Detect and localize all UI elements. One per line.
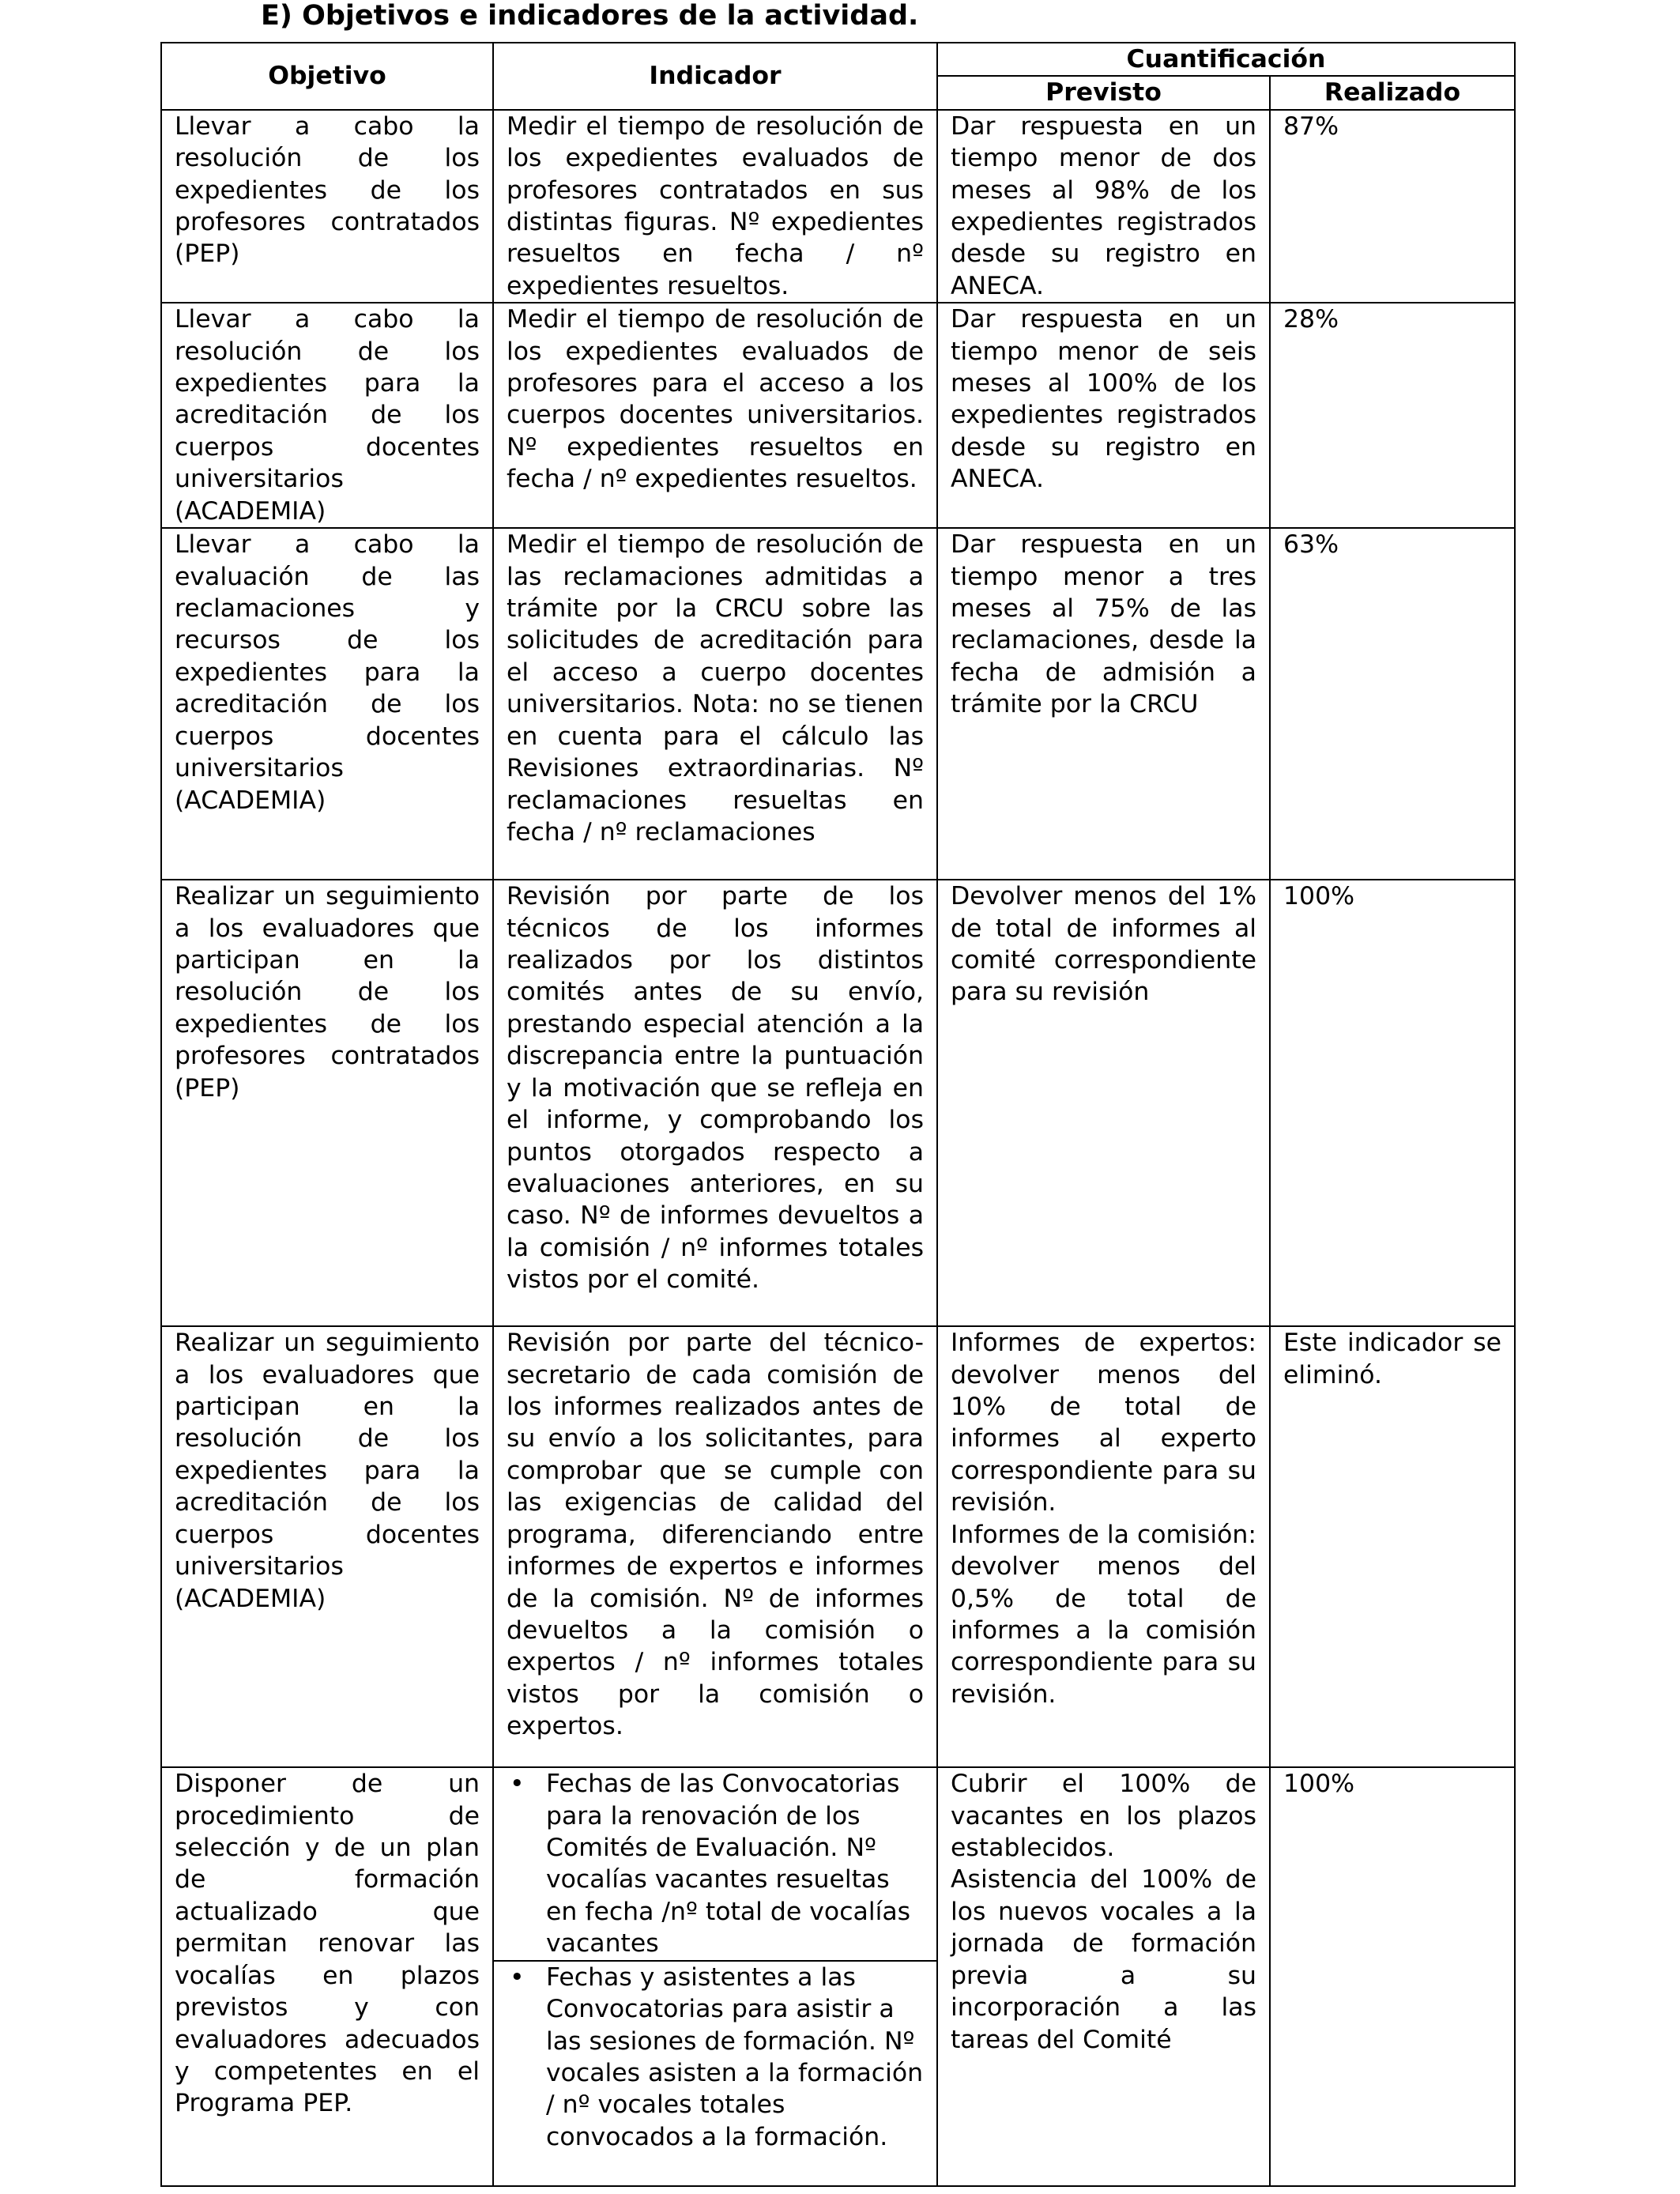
previsto-comision: Informes de la comisión: devolver menos del 0,5% de total de informes a la comisión correspondiente para su revisión. [951, 1520, 1256, 1709]
header-row-1 [161, 43, 1515, 76]
header-indicador: Indicador [493, 43, 937, 110]
cell-indicador: Medir el tiempo de resolución de los expedientes evaluados de profesores para el acceso a los cuerpos docentes universitarios. Nº expedientes resueltos en fecha / nº expedientes resueltos. [493, 303, 937, 528]
previsto-vacantes: Cubrir el 100% de vacantes en los plazos establecidos. [951, 1770, 1256, 1863]
header-cuantificacion: Cuantificación [937, 43, 1515, 76]
cell-previsto: Dar respuesta en un tiempo menor a tres meses al 75% de las reclamaciones, desde la fecha de admisión a trámite por la CRCU [937, 528, 1270, 880]
section-title: E) Objetivos e indicadores de la actividad. [261, 0, 919, 32]
objectives-table [160, 42, 1516, 2187]
cell-previsto [937, 1326, 1270, 1767]
cell-objetivo: Llevar a cabo la resolución de los expedientes para la acreditación de los cuerpos docentes universitarios (ACADEMIA) [161, 303, 493, 528]
cell-realizado: 100% [1270, 1767, 1515, 2186]
table-row [161, 528, 1515, 880]
cell-realizado: 100% [1270, 880, 1515, 1326]
bullet-item: • Fechas de las Convocatorias para la renovación de los Comités de Evaluación. Nº vocalías vacantes resueltas en fecha /nº total de vocalías vacantes [546, 1768, 924, 1959]
cell-realizado: 28% [1270, 303, 1515, 528]
table-row [161, 1767, 1515, 2186]
table-row [161, 880, 1515, 1326]
cell-realizado: 63% [1270, 528, 1515, 880]
previsto-expertos: Informes de expertos: devolver menos del 10% de total de informes al experto correspondiente para su revisión. [951, 1329, 1256, 1517]
table-row [161, 1326, 1515, 1767]
cell-indicador: Revisión por parte de los técnicos de los informes realizados por los distintos comités antes de su envío, prestando especial atención a la discrepancia entre la puntuación y la motivación que se refleja en el informe, y comprobando los puntos otorgados respecto a evaluaciones anteriores, en su caso. Nº de informes devueltos a la comisión / nº informes totales vistos por el comité. [493, 880, 937, 1326]
header-realizado: Realizado [1270, 76, 1515, 109]
cell-previsto: Devolver menos del 1% de total de informes al comité correspondiente para su revisión [937, 880, 1270, 1326]
cell-previsto: Dar respuesta en un tiempo menor de dos meses al 98% de los expedientes registrados desde su registro en ANECA. [937, 110, 1270, 303]
cell-indicador: Medir el tiempo de resolución de los expedientes evaluados de profesores contratados en sus distintas figuras. Nº expedientes resueltos en fecha / nº expedientes resueltos. [493, 110, 937, 303]
cell-indicador [493, 1767, 937, 2186]
cell-indicador: Medir el tiempo de resolución de las reclamaciones admitidas a trámite por la CRCU sobre las solicitudes de acreditación para el acceso a cuerpo docentes universitarios. Nota: no se tienen en cuenta para el cálculo las Revisiones extraordinarias. Nº reclamaciones resueltas en fecha / nº reclamaciones [493, 528, 937, 880]
cell-objetivo: Realizar un seguimiento a los evaluadores que participan en la resolución de los expedientes para la acreditación de los cuerpos docentes universitarios (ACADEMIA) [161, 1326, 493, 1767]
cell-realizado: 87% [1270, 110, 1515, 303]
cell-objetivo: Llevar a cabo la evaluación de las reclamaciones y recursos de los expedientes para la acreditación de los cuerpos docentes universitarios (ACADEMIA) [161, 528, 493, 880]
cell-realizado: Este indicador se eliminó. [1270, 1326, 1515, 1767]
table-row [161, 303, 1515, 528]
cell-objetivo: Realizar un seguimiento a los evaluadores que participan en la resolución de los expedientes de los profesores contratados (PEP) [161, 880, 493, 1326]
cell-indicador: Revisión por parte del técnico-secretario de cada comisión de los informes realizados antes de su envío a los solicitantes, para comprobar que se cumple con las exigencias de calidad del programa, diferenciando entre informes de expertos e informes de la comisión. Nº de informes devueltos a la comisión o expertos / nº informes totales vistos por la comisión o expertos. [493, 1326, 937, 1767]
header-objetivo: Objetivo [161, 43, 493, 110]
cell-objetivo: Llevar a cabo la resolución de los expedientes de los profesores contratados (PEP) [161, 110, 493, 303]
cell-objetivo: Disponer de un procedimiento de selección y de un plan de formación actualizado que permitan renovar las vocalías en plazos previstos y con evaluadores adecuados y competentes en el Programa PEP. [161, 1767, 493, 2186]
bullet-item: • Fechas y asistentes a las Convocatorias para asistir a las sesiones de formación. Nº vocales asisten a la formación / nº vocales totales convocados a la formación. [546, 1962, 924, 2153]
table-row [161, 110, 1515, 303]
cell-previsto: Dar respuesta en un tiempo menor de seis meses al 100% de los expedientes registrados desde su registro en ANECA. [937, 303, 1270, 528]
indicador-part-2 [494, 1962, 936, 2153]
previsto-asistencia: Asistencia del 100% de los nuevos vocales a la jornada de formación previa a su incorporación a las tareas del Comité [951, 1865, 1256, 2054]
cell-previsto [937, 1767, 1270, 2186]
indicador-part-1 [494, 1768, 936, 1961]
header-previsto: Previsto [937, 76, 1270, 109]
